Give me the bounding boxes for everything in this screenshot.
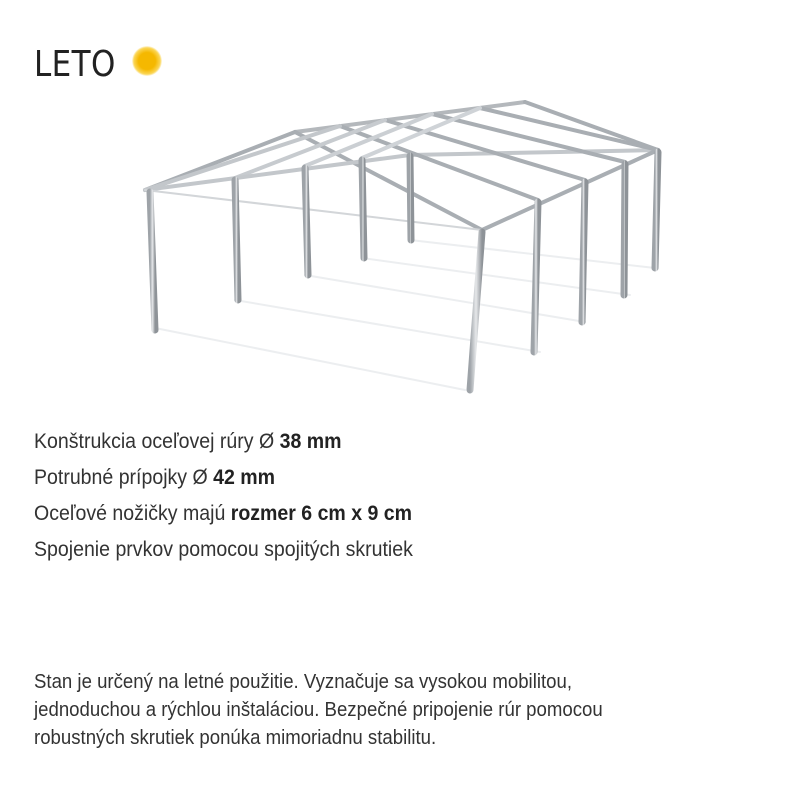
page-title: LETO (34, 44, 116, 85)
spec-text: Potrubné prípojky Ø (34, 466, 214, 489)
header (34, 44, 129, 85)
description-line: Stan je určený na letné použitie. Vyznačuje sa vysokou mobilitou, (34, 671, 572, 693)
spec-item (34, 532, 413, 568)
description (34, 668, 754, 752)
description-line: jednoduchou a rýchlou inštaláciou. Bezpečné pripojenie rúr pomocou (34, 699, 603, 721)
spec-value: rozmer 6 cm x 9 cm (230, 502, 413, 525)
spec-item (34, 460, 413, 496)
spec-text: Konštrukcia oceľovej rúry Ø (34, 430, 280, 453)
spec-value: 42 mm (213, 466, 276, 489)
spec-list (34, 424, 441, 568)
spec-item (34, 496, 413, 532)
spec-text: Spojenie prvkov pomocou spojitých skrutiek (34, 538, 413, 561)
sun-icon (132, 46, 162, 76)
spec-text: Oceľové nožičky majú (34, 502, 231, 525)
spec-item (34, 424, 413, 460)
tent-frame-icon (130, 90, 690, 400)
description-line: robustných skrutiek ponúka mimoriadnu stabilitu. (34, 727, 437, 749)
spec-value: 38 mm (279, 430, 342, 453)
